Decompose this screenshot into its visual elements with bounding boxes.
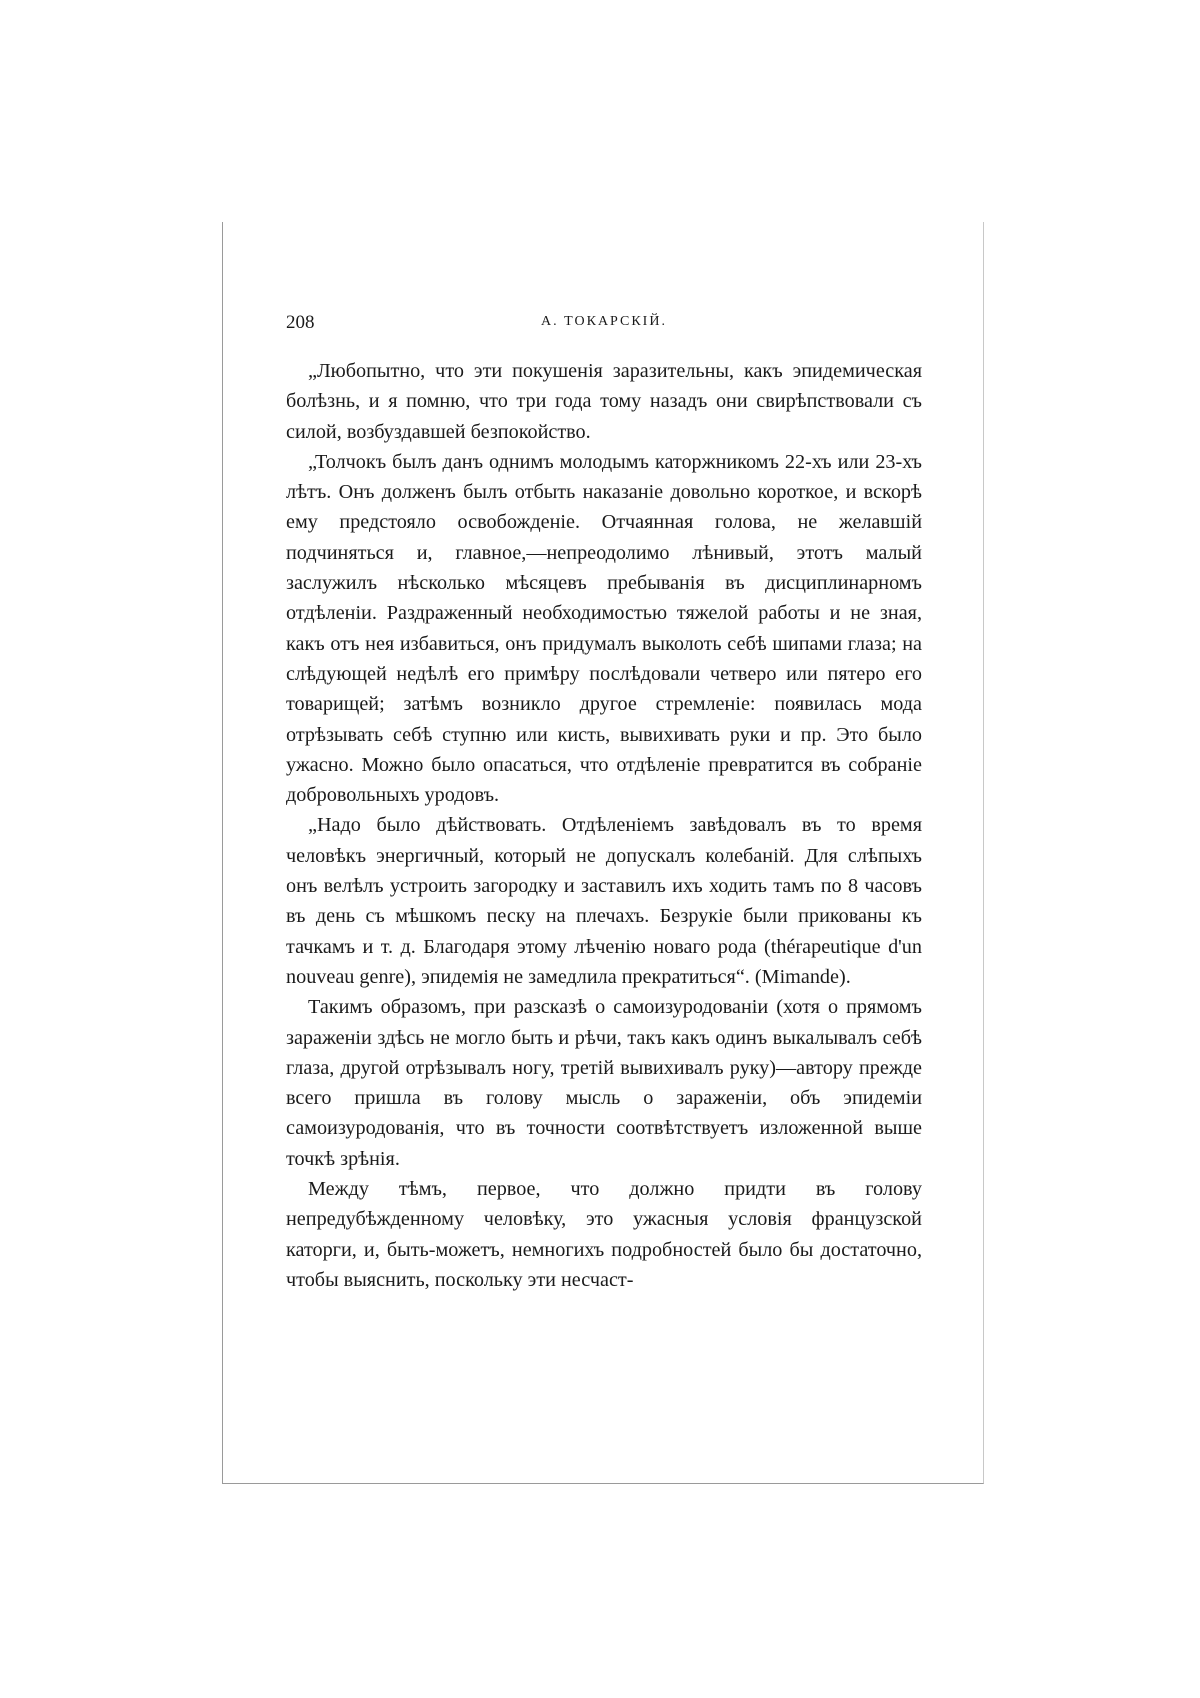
running-head [286, 312, 922, 342]
running-title: А. ТОКАРСКІЙ. [541, 314, 667, 329]
paragraph-4: Такимъ образомъ, при разсказѣ о самоизуродованіи (хотя о прямомъ зараженіи здѣсь не могло быть и рѣчи, такъ какъ одинъ выкалывалъ себѣ глаза, другой отрѣзывалъ ногу, третій вывихивалъ руку)—автору прежде всего пришла въ голову мысль о зараженіи, объ эпидеміи самоизуродованія, что въ точности соотвѣтствуетъ изложенной выше точкѣ зрѣнія. [286, 996, 922, 1170]
page-number: 208 [286, 312, 315, 333]
paragraph-2: „Толчокъ былъ данъ однимъ молодымъ каторжникомъ 22-хъ или 23-хъ лѣтъ. Онъ долженъ былъ отбыть наказаніе довольно короткое, и вскорѣ ему предстояло освобожденіе. Отчаянная голова, не желавшій подчиняться и, главное,—непреодолимо лѣнивый, этотъ малый заслужилъ нѣсколько мѣсяцевъ пребыванія въ дисциплинарномъ отдѣленіи. Раздраженный необходимостью тяжелой работы и не зная, какъ отъ нея избавиться, онъ придумалъ выколоть себѣ шипами глаза; на слѣдующей недѣлѣ его примѣру послѣдовали четверо или пятеро его товарищей; затѣмъ возникло другое стремленіе: появилась мода отрѣзывать себѣ ступню или кисть, вывихивать руки и пр. Это было ужасно. Можно было опасаться, что отдѣленіе превратится въ собраніе добровольныхъ уродовъ. [286, 450, 922, 807]
paragraph-5: Между тѣмъ, первое, что должно придти въ голову непредубѣжденному человѣку, это ужасныя условія французской каторги, и, быть-можетъ, немногихъ подробностей было бы достаточно, чтобы выяснить, поскольку эти несчаст- [286, 1178, 922, 1291]
paragraph-1: „Любопытно, что эти покушенія заразительны, какъ эпидемическая болѣзнь, и я помню, что три года тому назадъ они свирѣпствовали съ силой, возбуздавшей безпокойство. [286, 360, 922, 443]
body-text [286, 356, 922, 1295]
book-page [286, 312, 922, 1295]
paragraph-3: „Надо было дѣйствовать. Отдѣленіемъ завѣдовалъ въ то время человѣкъ энергичный, который не допускалъ колебаній. Для слѣпыхъ онъ велѣлъ устроить загородку и заставилъ ихъ ходить тамъ по 8 часовъ въ день съ мѣшкомъ песку на плечахъ. Безрукіе были прикованы къ тачкамъ и т. д. Благодаря этому лѣченію новаго рода (thérapeutique d'un nouveau genre), эпидемія не замедлила прекратиться“. (Mimande). [286, 814, 922, 988]
